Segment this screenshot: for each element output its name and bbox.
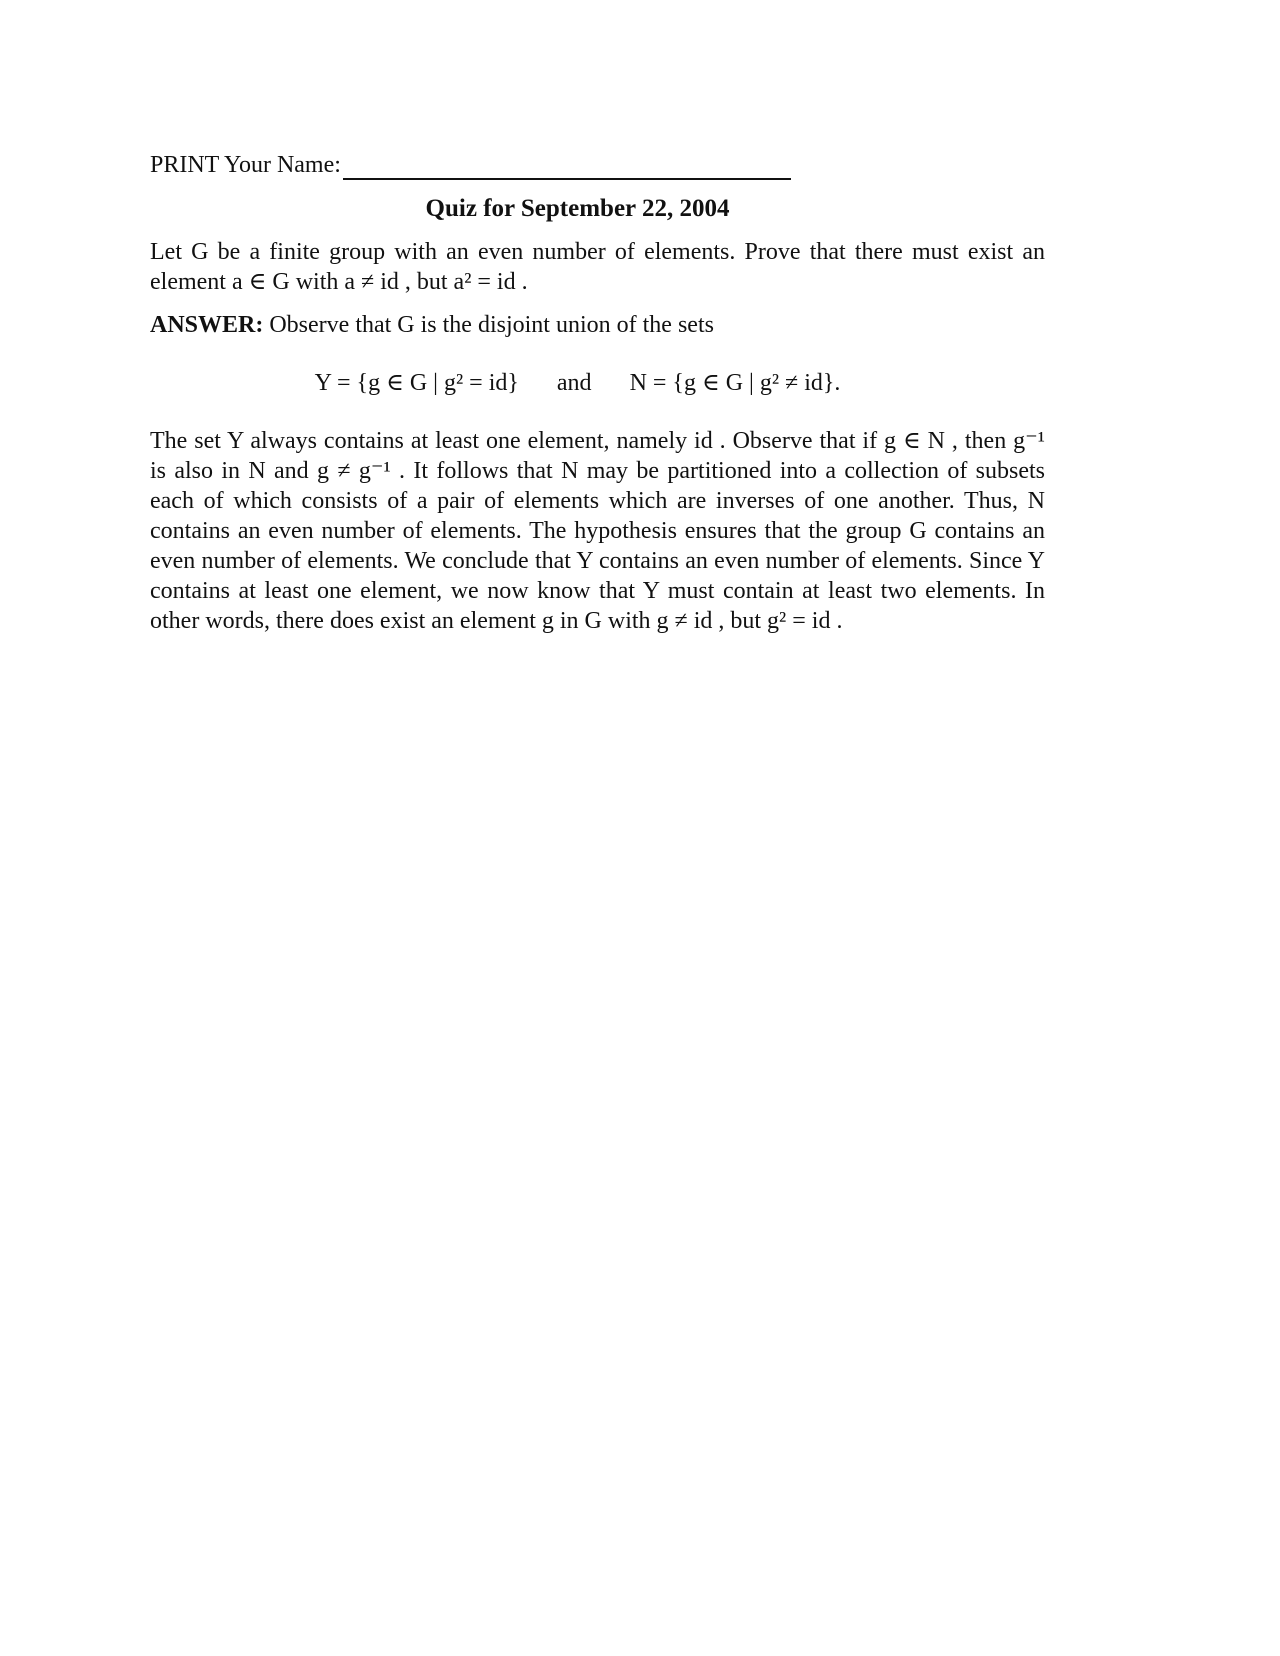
answer-intro-text: Observe that G is the disjoint union of the sets	[269, 312, 714, 338]
set-definitions	[110, 368, 1045, 398]
set-y-definition: Y = {g ∈ G | g² = id}	[314, 370, 519, 396]
name-prompt-label: PRINT Your Name:	[150, 152, 341, 178]
answer-label: ANSWER:	[150, 312, 264, 338]
set-n-definition: N = {g ∈ G | g² ≠ id}.	[629, 370, 841, 396]
name-field-row	[150, 150, 1045, 180]
proof-paragraph: The set Y always contains at least one element, namely id . Observe that if g ∈ N , then g⁻¹ is also in N and g ≠ g⁻¹ . It follows that N may be partitioned into a collection of subsets each of which consists of a pair of elements which are inverses of one another. Thus, N contains an even number of elements. The hypothesis ensures that the group G contains an even number of elements. We conclude that Y contains an even number of elements. Since Y contains at least one element, we now know that Y must contain at least two elements. In other words, there does exist an element g in G with g ≠ id , but g² = id .	[150, 428, 1045, 634]
set-connector: and	[556, 370, 592, 396]
name-blank-line	[343, 156, 791, 180]
problem-statement: Let G be a finite group with an even number of elements. Prove that there must exist an element a ∈ G with a ≠ id , but a² = id .	[150, 239, 1045, 295]
answer-intro	[150, 310, 1045, 340]
quiz-title: Quiz for September 22, 2004	[425, 195, 730, 222]
quiz-page	[150, 150, 1045, 636]
